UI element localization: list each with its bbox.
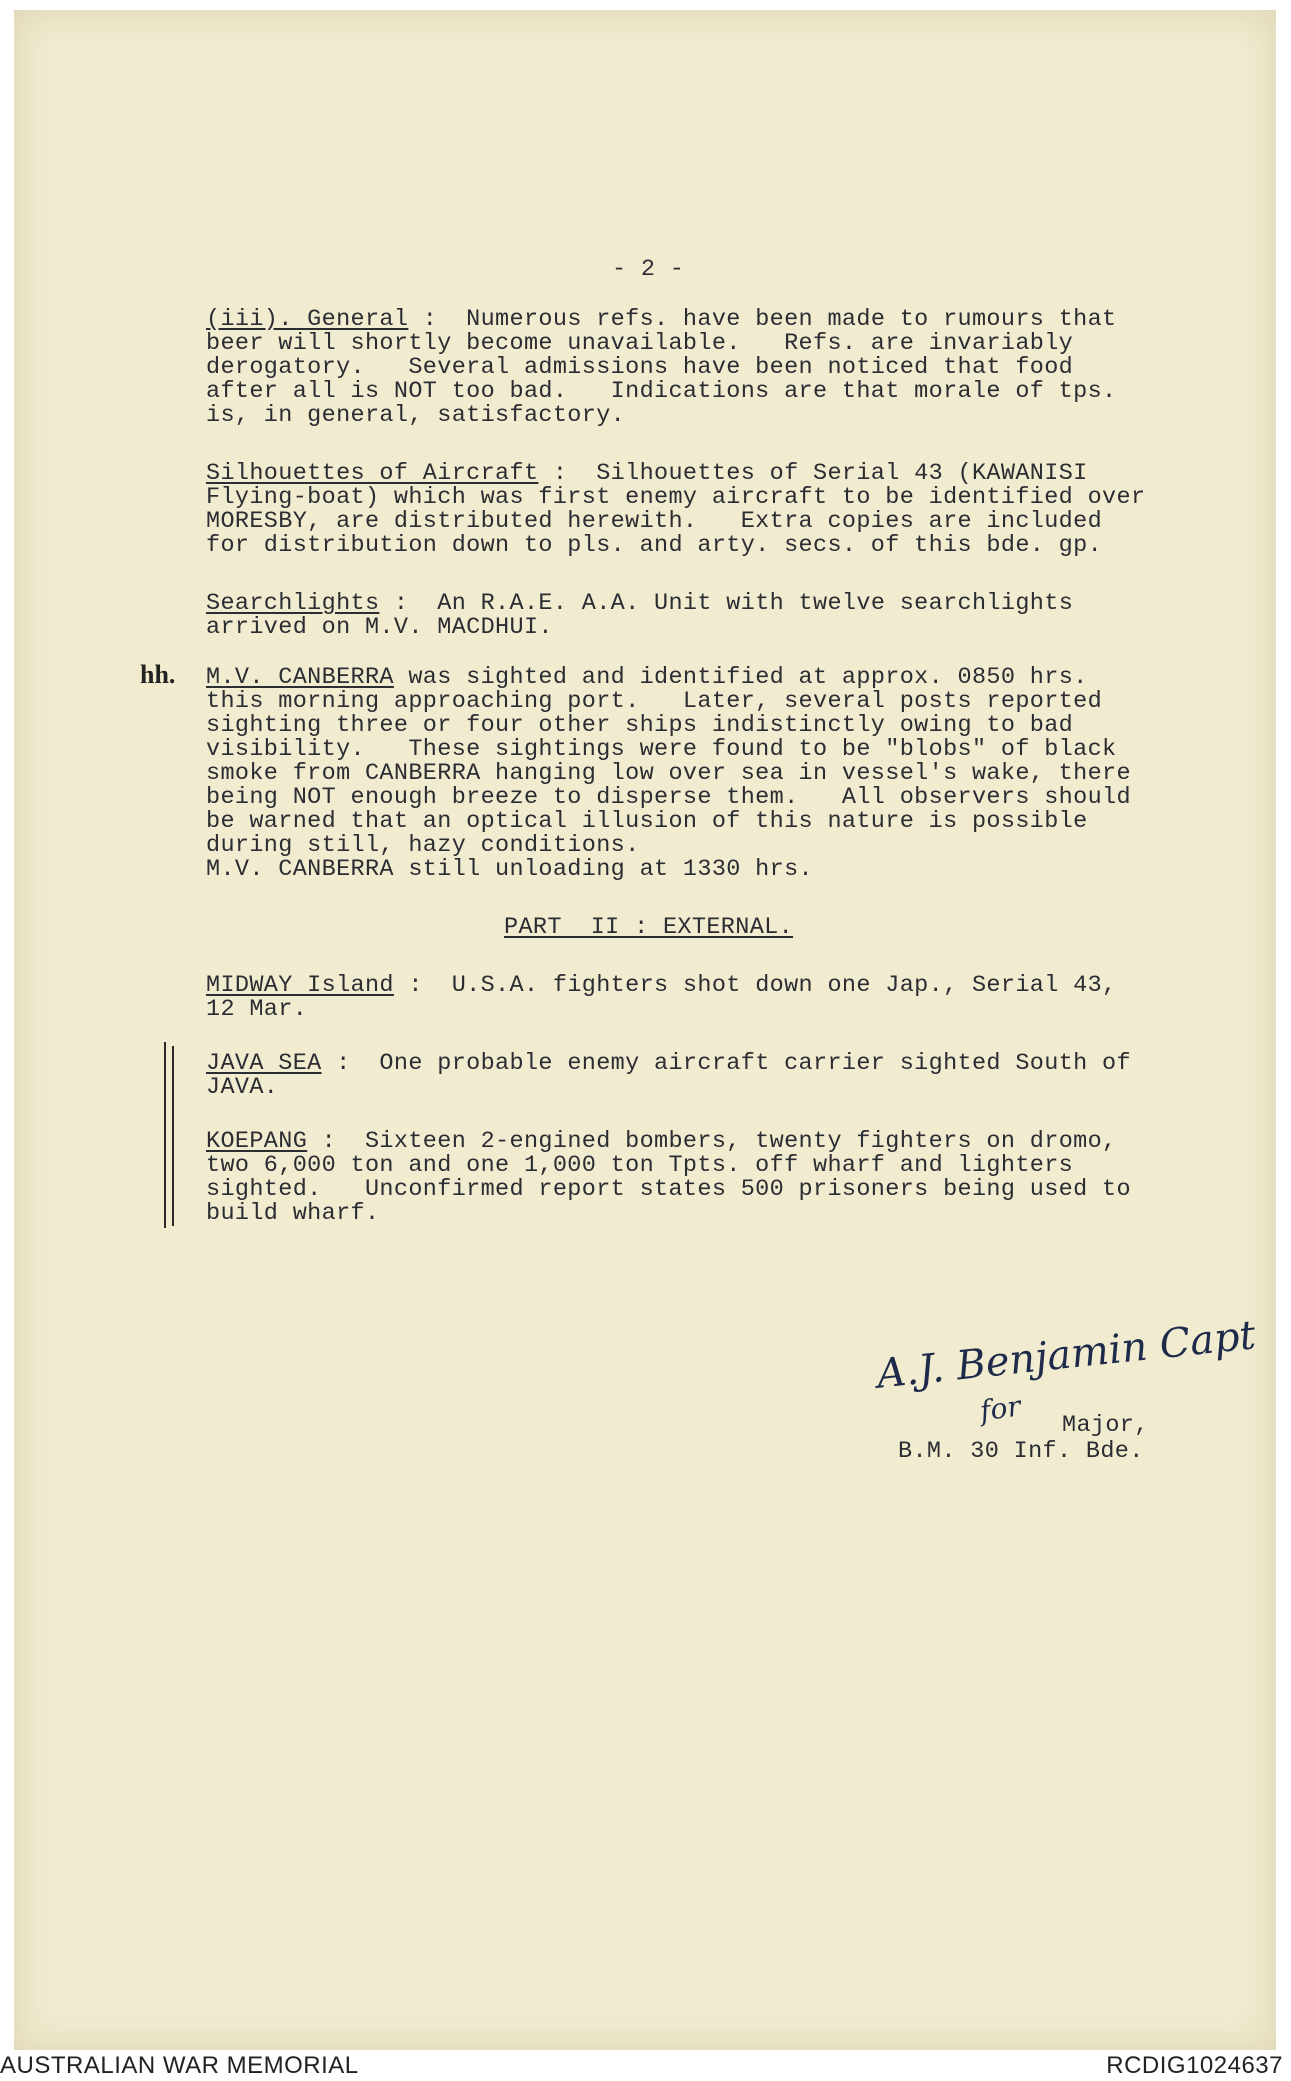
para-canberra-line-5: smoke from CANBERRA hanging low over sea in vessel's wake, there [206,760,1131,787]
para-koepang-line-2: two 6,000 ton and one 1,000 ton Tpts. off wharf and lighters [206,1152,1074,1179]
para-koepang-line-4: build wharf. [206,1200,380,1227]
para-canberra-line-2: this morning approaching port. Later, several posts reported [206,688,1103,715]
para-searchlights-line-1 [206,592,1073,616]
para-canberra-heading: M.V. CANBERRA [206,664,394,691]
part-ii-heading: PART II : EXTERNAL. [504,914,794,941]
para-midway-line-1 [206,974,1117,998]
para-canberra-line-7: be warned that an optical illusion of this nature is possible [206,808,1088,835]
para-canberra-line-8: during still, hazy conditions. [206,832,640,859]
handwritten-signature: A.J. Benjamin Capt [874,1312,1258,1398]
para-midway-text: : U.S.A. fighters shot down one Jap., Serial 43, [393,972,1117,999]
margin-bar-left [164,1042,166,1228]
signature-unit: B.M. 30 Inf. Bde. [898,1438,1144,1465]
margin-bar-right [172,1046,174,1226]
para-canberra-line-1 [206,666,1088,690]
para-silhouettes-line-3: MORESBY, are distributed herewith. Extra copies are included [206,508,1103,535]
para-general-line-5: is, in general, satisfactory. [206,402,626,429]
para-marker-hh: hh. [140,660,176,689]
para-general-line-2: beer will shortly become unavailable. Refs. are invariably [206,330,1074,357]
para-java-heading: JAVA SEA [206,1050,322,1077]
footer-catalog-id: RCDIG1024637 [1106,2052,1283,2079]
para-koepang-line-3: sighted. Unconfirmed report states 500 prisoners being used to [206,1176,1131,1203]
archive-footer [0,2050,1291,2081]
para-canberra-line-4: visibility. These sightings were found to be "blobs" of black [206,736,1117,763]
para-general-heading: (iii). General [206,306,409,333]
para-java-text: : One probable enemy aircraft carrier sighted South of [321,1050,1131,1077]
para-midway-heading: MIDWAY Island [206,972,394,999]
para-silhouettes-line-1 [206,462,1088,486]
para-general-text: : Numerous refs. have been made to rumours that [408,306,1117,333]
para-general-line-3: derogatory. Several admissions have been noticed that food [206,354,1074,381]
para-canberra-line-9: M.V. CANBERRA still unloading at 1330 hrs. [206,856,813,883]
para-java-line-1 [206,1052,1131,1076]
para-java-line-2: JAVA. [206,1074,279,1101]
para-searchlights-text: : An R.A.E. A.A. Unit with twelve searchlights [379,590,1074,617]
para-canberra-line-6: being NOT enough breeze to disperse them. All observers should [206,784,1131,811]
para-general-line-1 [206,308,1117,332]
para-midway-line-2: 12 Mar. [206,996,308,1023]
para-koepang-text: : Sixteen 2-engined bombers, twenty fighters on dromo, [307,1128,1117,1155]
para-koepang-heading: KOEPANG [206,1128,308,1155]
para-silhouettes-line-2: Flying-boat) which was first enemy aircraft to be identified over [206,484,1146,511]
para-silhouettes-text: : Silhouettes of Serial 43 (KAWANISI [538,460,1088,487]
document-page [14,10,1276,2050]
footer-institution: AUSTRALIAN WAR MEMORIAL [0,2052,359,2079]
para-koepang-line-1 [206,1130,1117,1154]
handwritten-for: for [977,1389,1023,1428]
signature-title: Major, [1062,1412,1149,1439]
para-searchlights-line-2: arrived on M.V. MACDHUI. [206,614,553,641]
para-silhouettes-line-4: for distribution down to pls. and arty. secs. of this bde. gp. [206,532,1103,559]
para-searchlights-heading: Searchlights [206,590,380,617]
page-number: - 2 - [612,256,685,283]
para-silhouettes-heading: Silhouettes of Aircraft [206,460,539,487]
para-canberra-line-3: sighting three or four other ships indistinctly owing to bad [206,712,1074,739]
para-general-line-4: after all is NOT too bad. Indications are that morale of tps. [206,378,1117,405]
para-canberra-text: was sighted and identified at approx. 0850 hrs. [393,664,1088,691]
